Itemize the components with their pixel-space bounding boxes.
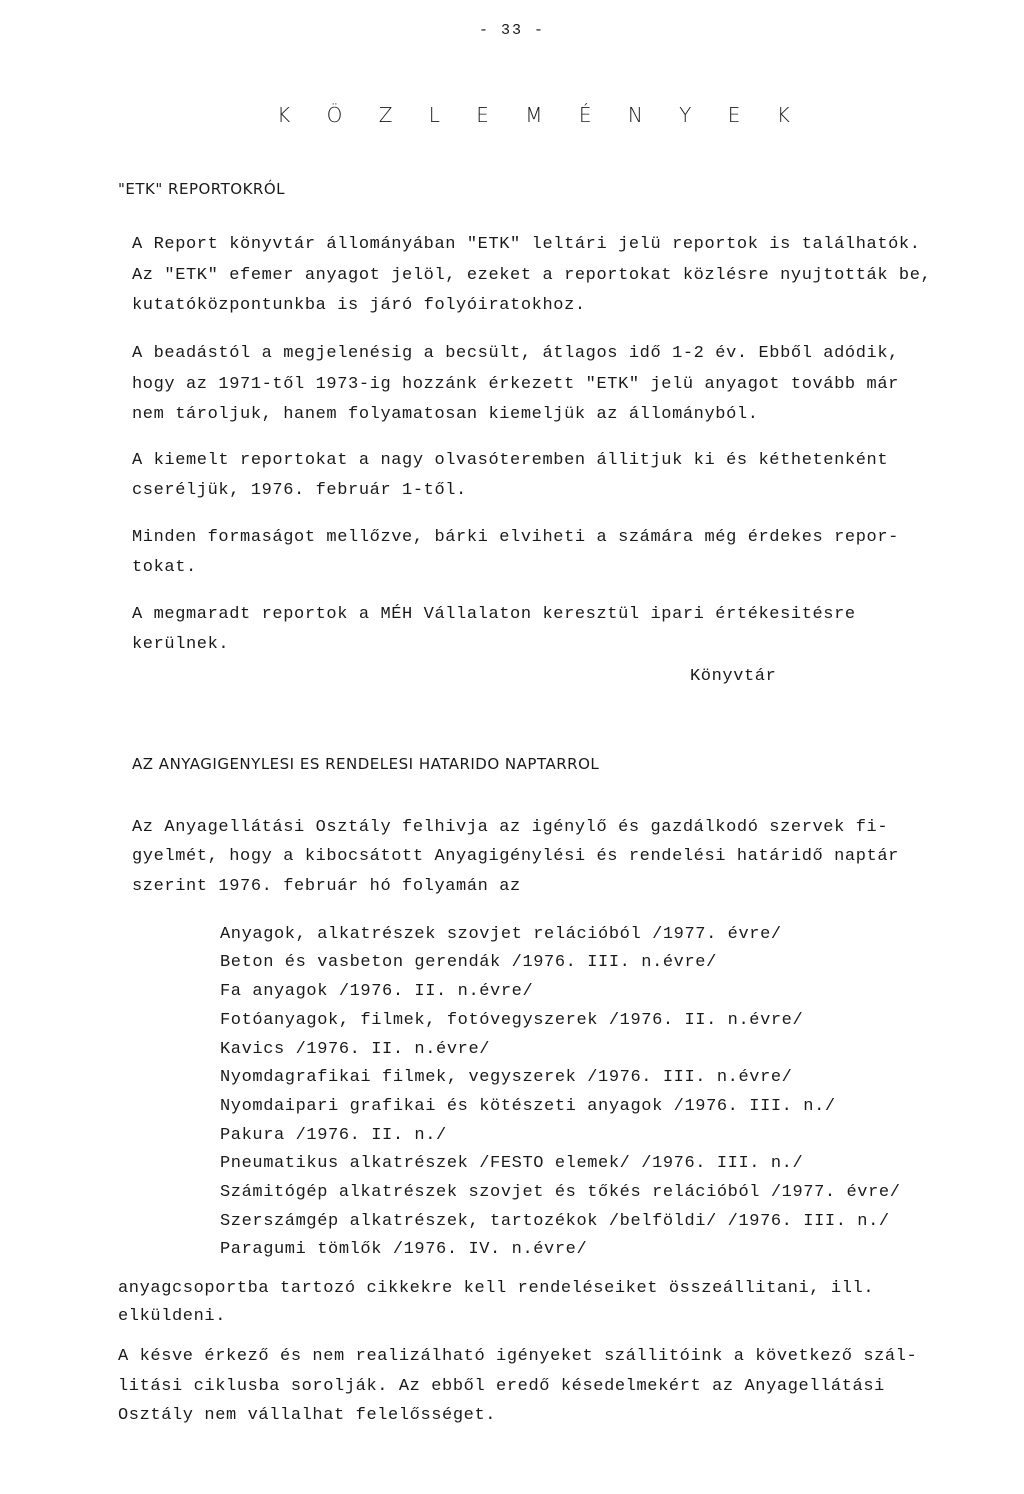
paragraph-line: elküldeni. xyxy=(118,1307,227,1326)
paragraph-line: litási ciklusba sorolják. Az ebből eredő késedelmekért az Anyagellátási xyxy=(118,1377,885,1396)
page-title: K Ö Z L E M É N Y E K xyxy=(277,103,805,127)
list-item: Szerszámgép alkatrészek, tartozékok /belföldi/ /1976. III. n./ xyxy=(220,1212,890,1231)
list-item: Anyagok, alkatrészek szovjet relációból /1977. évre/ xyxy=(220,925,782,944)
list-item: Pneumatikus alkatrészek /FESTO elemek/ /1976. III. n./ xyxy=(220,1154,804,1173)
paragraph-line: gyelmét, hogy a kibocsátott Anyagigénylési és rendelési határidő naptár xyxy=(132,847,899,866)
list-item: Beton és vasbeton gerendák /1976. III. n.évre/ xyxy=(220,953,717,972)
paragraph-line: anyagcsoportba tartozó cikkekre kell rendeléseiket összeállitani, ill. xyxy=(118,1279,875,1298)
paragraph-line: nem tároljuk, hanem folyamatosan kiemeljük az állományból. xyxy=(132,405,759,424)
section-heading-etk-reportok: "ETK" REPORTOKRÓL xyxy=(118,180,286,198)
paragraph-line: cseréljük, 1976. február 1-től. xyxy=(132,481,467,500)
paragraph-line: tokat. xyxy=(132,558,197,577)
section-heading-anyagigenylesi: AZ ANYAGIGENYLESI ES RENDELESI HATARIDO NAPTARROL xyxy=(132,755,600,773)
list-item: Paragumi tömlők /1976. IV. n.évre/ xyxy=(220,1240,588,1259)
paragraph-line: Minden formaságot mellőzve, bárki elviheti a számára még érdekes repor- xyxy=(132,528,899,547)
page-number: - 33 - xyxy=(478,22,545,39)
paragraph-line: A kiemelt reportokat a nagy olvasóteremben állitjuk ki és kéthetenként xyxy=(132,451,889,470)
paragraph-line: A megmaradt reportok a MÉH Vállalaton keresztül ipari értékesitésre xyxy=(132,605,856,624)
paragraph-line: hogy az 1971-től 1973-ig hozzánk érkezett "ETK" jelü anyagot tovább már xyxy=(132,375,899,394)
list-item: Fotóanyagok, filmek, fotóvegyszerek /1976. II. n.évre/ xyxy=(220,1011,804,1030)
list-item: Nyomdaipari grafikai és kötészeti anyagok /1976. III. n./ xyxy=(220,1097,836,1116)
paragraph-line: Az "ETK" efemer anyagot jelöl, ezeket a reportokat közlésre nyujtották be, xyxy=(132,266,932,285)
paragraph-line: szerint 1976. február hó folyamán az xyxy=(132,877,521,896)
list-item: Nyomdagrafikai filmek, vegyszerek /1976. III. n.évre/ xyxy=(220,1068,793,1087)
paragraph-line: Az Anyagellátási Osztály felhivja az igénylő és gazdálkodó szervek fi- xyxy=(132,818,889,837)
list-item: Pakura /1976. II. n./ xyxy=(220,1126,447,1145)
paragraph-line: A Report könyvtár állományában "ETK" leltári jelü reportok is találhatók. xyxy=(132,235,921,254)
paragraph-line: kutatóközpontunkba is járó folyóiratokhoz. xyxy=(132,296,586,315)
paragraph-line: A beadástól a megjelenésig a becsült, átlagos idő 1-2 év. Ebből adódik, xyxy=(132,344,899,363)
list-item: Számitógép alkatrészek szovjet és tőkés relációból /1977. évre/ xyxy=(220,1183,901,1202)
paragraph-line: kerülnek. xyxy=(132,635,230,654)
signature-konyvtar: Könyvtár xyxy=(690,667,777,686)
paragraph-line: Osztály nem vállalhat felelősséget. xyxy=(118,1406,497,1425)
list-item: Fa anyagok /1976. II. n.évre/ xyxy=(220,982,534,1001)
list-item: Kavics /1976. II. n.évre/ xyxy=(220,1040,491,1059)
paragraph-line: A késve érkező és nem realizálható igényeket szállitóink a következő szál- xyxy=(118,1347,918,1366)
